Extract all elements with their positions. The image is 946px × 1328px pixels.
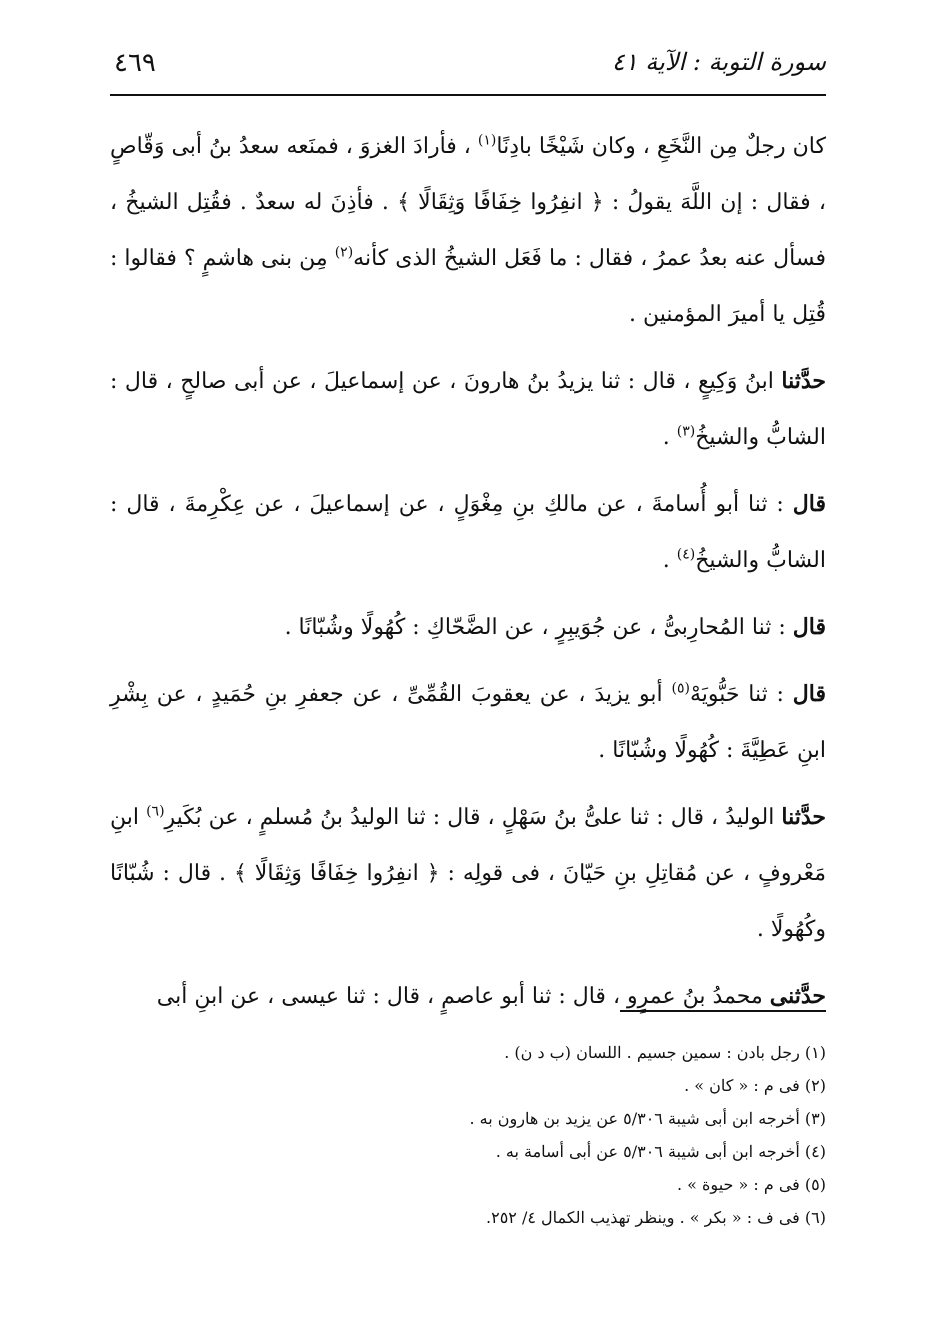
paragraph-text: ، فأرادَ الغزوَ ، فمنَعه سعدُ بنُ أبى وَقّاصٍ ، فقال : إن اللَّهَ يقولُ : ﴿ انفِرُوا خِفَافًا وَثِقَالًا ﴾ . فأذِنَ له سعدٌ . فقُتِل الشيخُ ، فسأل عنه بعدُ عمرُ ، فقال : ما فَعَل الشيخُ الذى كأنه: [110, 134, 826, 271]
paragraph: [110, 118, 826, 343]
footnote-ref[interactable]: (٢): [334, 244, 354, 261]
footnote: (٣) أخرجه ابن أبى شيبة ٥/٣٠٦ عن يزيد بن هارون به .: [469, 1109, 826, 1128]
main-text: [110, 118, 826, 1035]
footnote: (٦) فى ف : « بكر » . وينظر تهذيب الكمال ٤/ ٢٥٢.: [486, 1208, 826, 1227]
paragraph-lead: قال: [792, 614, 826, 640]
paragraph-lead: حدَّثنا: [781, 368, 826, 394]
footnote-ref[interactable]: (٣): [676, 423, 696, 440]
header-rule: [110, 94, 826, 96]
paragraph-text: ابنِ مَعْروفٍ ، عن مُقاتِلِ بنِ حَيّانَ ، فى قولِه : ﴿ انفِرُوا خِفَافًا وَثِقَالًا ﴾ . قال : شُبّانًا وكُهُولًا .: [110, 805, 826, 942]
paragraph: [110, 599, 826, 656]
paragraph-text: : ثنا أبو أُسامةَ ، عن مالكِ بنِ مِغْوَلٍ ، عن إسماعيلَ ، عن عِكْرِمةَ ، قال : الشابُّ والشيخُ: [110, 492, 826, 573]
paragraph-text: أبو يزيدَ ، عن يعقوبَ القُمِّىِّ ، عن جعفرِ بنِ حُمَيدٍ ، عن بِشْرِ ابنِ عَطِيَّةَ : كُهُولًا وشُبّانًا .: [110, 682, 826, 763]
footnote-ref[interactable]: (٥): [671, 680, 690, 697]
paragraph-text: .: [662, 548, 677, 573]
paragraph-lead: حدَّثنا: [781, 804, 826, 830]
paragraph-text: كان رجلٌ مِن النَّخَعِ ، وكان شَيْخًا بادِنًا: [496, 134, 826, 159]
paragraph-lead: قال: [792, 491, 826, 517]
paragraph: [110, 476, 826, 589]
footnote-ref[interactable]: (١): [477, 132, 497, 149]
footnotes: [110, 1036, 826, 1234]
paragraph: [110, 666, 826, 779]
footnote: (٢) فى م : « كان » .: [684, 1076, 826, 1095]
running-title: سورة التوبة : الآية ٤١: [611, 48, 826, 76]
paragraph: [110, 789, 826, 958]
paragraph-text: الوليدُ ، قال : ثنا علىُّ بنُ سَهْلٍ ، قال : ثنا الوليدُ بنُ مُسلمٍ ، عن بُكَيرِ: [164, 805, 782, 830]
paragraph-lead: حدَّثنى: [769, 983, 826, 1009]
footnote-separator: [620, 1010, 826, 1012]
page-header: [110, 40, 826, 90]
footnote-ref[interactable]: (٤): [676, 546, 696, 563]
paragraph-text: .: [662, 425, 677, 450]
paragraph-text: ابنُ وَكِيعٍ ، قال : ثنا يزيدُ بنُ هارونَ ، عن إسماعيلَ ، عن أبى صالحٍ ، قال : الشابُّ والشيخُ: [110, 369, 826, 450]
paragraph-lead: قال: [792, 681, 826, 707]
page-number: ٤٦٩: [114, 48, 156, 78]
paragraph-text: مِن بنى هاشمٍ ؟ فقالوا : قُتِل يا أميرَ المؤمنين .: [110, 246, 826, 327]
footnote: (٥) فى م : « حيوة » .: [677, 1175, 826, 1194]
footnote: (٤) أخرجه ابن أبى شيبة ٥/٣٠٦ عن أبى أسامة به .: [495, 1142, 826, 1161]
paragraph: [110, 968, 826, 1025]
footnote: (١) رجل بادن : سمين جسيم . اللسان (ب د ن) .: [504, 1043, 826, 1062]
paragraph-text: : ثنا حَبُّويَهْ: [689, 682, 793, 707]
footnote-ref[interactable]: (٦): [146, 803, 165, 820]
paragraph-text: : ثنا المُحارِبىُّ ، عن جُوَيبِرٍ ، عن الضَّحّاكِ : كُهُولًا وشُبّانًا .: [284, 615, 793, 640]
paragraph-text: محمدُ بنُ عمرٍو ، قال : ثنا أبو عاصمٍ ، قال : ثنا عيسى ، عن ابنِ أبى: [156, 984, 770, 1009]
paragraph: [110, 353, 826, 466]
